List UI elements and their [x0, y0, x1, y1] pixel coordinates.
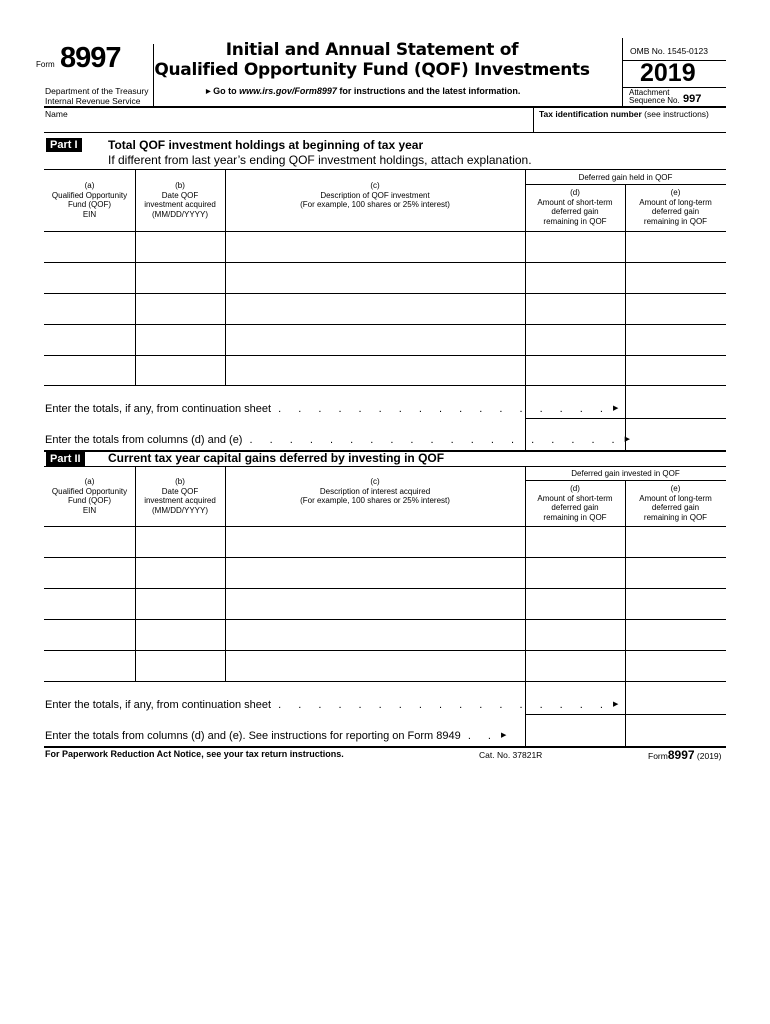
part2-row4-long-term[interactable] — [626, 620, 725, 649]
part1-row4-ein[interactable] — [45, 325, 134, 354]
part2-row1-ein[interactable] — [45, 527, 134, 556]
part1-subtitle: If different from last year’s ending QOF investment holdings, attach explanation. — [108, 153, 532, 167]
part1-row1-long-term[interactable] — [626, 232, 725, 261]
arrow-icon: ▶ — [501, 732, 507, 739]
part2-row5-long-term[interactable] — [626, 651, 725, 680]
part1-row2-long-term[interactable] — [626, 263, 725, 292]
part2-label: Part II — [46, 452, 85, 466]
part2-col-b-header: (b) Date QOF investment acquired (MM/DD/YYYY) — [144, 477, 216, 515]
leader-dots: . . . . . . . . . . . . . . . . . — [278, 699, 610, 711]
form-number: 8997 — [60, 42, 121, 74]
part1-col-b-header: (b) Date QOF investment acquired (MM/DD/YYYY) — [144, 181, 216, 219]
part1-row1-short-term[interactable] — [526, 232, 624, 261]
part2-row2-long-term[interactable] — [626, 558, 725, 587]
paperwork-notice: For Paperwork Reduction Act Notice, see your tax return instructions. — [45, 749, 344, 759]
part1-row2-ein[interactable] — [45, 263, 134, 292]
part1-row1-description[interactable] — [226, 232, 524, 261]
part2-col-c-header: (c) Description of interest acquired (For example, 100 shares or 25% interest) — [300, 477, 450, 505]
part2-row2-ein[interactable] — [45, 558, 134, 587]
part1-row5-description[interactable] — [226, 356, 524, 384]
tin-label: Tax identification number (see instructions) — [539, 109, 709, 119]
form-label: Form — [36, 60, 55, 69]
part1-continuation-long-term[interactable] — [626, 386, 725, 417]
part2-row3-ein[interactable] — [45, 589, 134, 618]
part1-row3-short-term[interactable] — [526, 294, 624, 323]
part2-row5-short-term[interactable] — [526, 651, 624, 680]
part1-row5-short-term[interactable] — [526, 356, 624, 384]
part1-row1-ein[interactable] — [45, 232, 134, 261]
sequence-number: 997 — [683, 93, 702, 105]
part2-row3-short-term[interactable] — [526, 589, 624, 618]
part2-continuation-short-term[interactable] — [526, 682, 624, 713]
part1-continuation-short-term[interactable] — [526, 386, 624, 417]
part2-row1-date[interactable] — [136, 527, 224, 556]
part1-row3-ein[interactable] — [45, 294, 134, 323]
part2-col-a-header: (a) Qualified Opportunity Fund (QOF) EIN — [51, 477, 128, 515]
part1-row2-description[interactable] — [226, 263, 524, 292]
part2-continuation-label: Enter the totals, if any, from continuation sheet . . . . . . . . . . . . . . . . . ▶ — [45, 699, 619, 711]
part2-row5-description[interactable] — [226, 651, 524, 680]
part2-row3-date[interactable] — [136, 589, 224, 618]
part1-row3-date[interactable] — [136, 294, 224, 323]
instructions-line: ▶ Go to www.irs.gov/Form8997 for instructions and the latest information. — [206, 86, 521, 96]
department-label: Department of the Treasury — [45, 86, 149, 96]
catalog-number: Cat. No. 37821R — [479, 750, 543, 760]
part2-col-d-header: (d) Amount of short-term deferred gain remaining in QOF — [537, 484, 613, 522]
form-title-line2: Qualified Opportunity Fund (QOF) Investments — [154, 60, 590, 80]
part1-total-short-term[interactable] — [526, 419, 624, 450]
part1-total-long-term[interactable] — [626, 419, 725, 450]
part2-group-header: Deferred gain invested in QOF — [571, 469, 680, 478]
leader-dots: . . . . . . . . . . . . . . . . . — [278, 403, 610, 415]
part2-col-e-header: (e) Amount of long-term deferred gain remaining in QOF — [639, 484, 712, 522]
part1-row1-date[interactable] — [136, 232, 224, 261]
part1-col-c-header: (c) Description of QOF investment (For example, 100 shares or 25% interest) — [300, 181, 450, 209]
omb-number: OMB No. 1545-0123 — [630, 46, 708, 56]
leader-dots: . . . . . . . . . . . . . . . . . . . — [249, 434, 622, 446]
name-field[interactable] — [44, 119, 532, 132]
part2-row2-short-term[interactable] — [526, 558, 624, 587]
part1-totals-label: Enter the totals from columns (d) and (e) . . . . . . . . . . . . . . . . . . . ▶ — [45, 434, 631, 446]
part2-title: Current tax year capital gains deferred by investing in QOF — [108, 451, 445, 465]
part1-row4-long-term[interactable] — [626, 325, 725, 354]
part1-label: Part I — [46, 138, 82, 152]
irs-label: Internal Revenue Service — [45, 96, 141, 106]
part1-row3-description[interactable] — [226, 294, 524, 323]
part2-row4-ein[interactable] — [45, 620, 134, 649]
part2-row1-long-term[interactable] — [626, 527, 725, 556]
part2-row5-ein[interactable] — [45, 651, 134, 680]
part1-row2-date[interactable] — [136, 263, 224, 292]
part2-continuation-long-term[interactable] — [626, 682, 725, 713]
part1-row5-long-term[interactable] — [626, 356, 725, 384]
form-title-line1: Initial and Annual Statement of — [225, 40, 519, 60]
part1-col-e-header: (e) Amount of long-term deferred gain remaining in QOF — [639, 188, 712, 226]
tin-field[interactable] — [535, 119, 725, 132]
part1-row4-short-term[interactable] — [526, 325, 624, 354]
part1-col-a-header: (a) Qualified Opportunity Fund (QOF) EIN — [51, 181, 128, 219]
part2-total-short-term[interactable] — [526, 715, 624, 746]
sequence-label: Sequence No. — [629, 96, 680, 105]
part1-continuation-label: Enter the totals, if any, from continuation sheet . . . . . . . . . . . . . . . . . ▶ — [45, 403, 619, 415]
attachment-label: Attachment — [629, 88, 670, 97]
part2-row4-date[interactable] — [136, 620, 224, 649]
part2-total-long-term[interactable] — [626, 715, 725, 746]
part1-row2-short-term[interactable] — [526, 263, 624, 292]
part1-row5-date[interactable] — [136, 356, 224, 384]
part1-row3-long-term[interactable] — [626, 294, 725, 323]
part2-row2-date[interactable] — [136, 558, 224, 587]
part2-row3-description[interactable] — [226, 589, 524, 618]
part1-row4-description[interactable] — [226, 325, 524, 354]
part2-row2-description[interactable] — [226, 558, 524, 587]
arrow-icon: ▶ — [613, 701, 619, 708]
part1-col-d-header: (d) Amount of short-term deferred gain remaining in QOF — [537, 188, 613, 226]
footer-form-id: Form8997 (2019) — [648, 748, 722, 762]
part1-title: Total QOF investment holdings at beginning of tax year — [108, 138, 424, 152]
part1-row4-date[interactable] — [136, 325, 224, 354]
part2-row5-date[interactable] — [136, 651, 224, 680]
tax-year: 2019 — [640, 59, 696, 87]
part2-row3-long-term[interactable] — [626, 589, 725, 618]
part1-row5-ein[interactable] — [45, 356, 134, 384]
irs-link[interactable]: www.irs.gov/Form8997 — [239, 86, 337, 96]
part2-row4-short-term[interactable] — [526, 620, 624, 649]
arrow-icon: ▶ — [624, 436, 631, 443]
part2-totals-label: Enter the totals from columns (d) and (e). See instructions for reporting on Form 8949 . . ▶ — [45, 730, 507, 742]
arrow-icon: ▶ — [613, 405, 619, 412]
part2-row1-short-term[interactable] — [526, 527, 624, 556]
arrow-icon: ▶ — [206, 89, 211, 95]
part2-row4-description[interactable] — [226, 620, 524, 649]
leader-dots: . . — [467, 730, 498, 742]
part2-row1-description[interactable] — [226, 527, 524, 556]
part1-group-header: Deferred gain held in QOF — [578, 173, 673, 182]
name-label: Name — [45, 109, 68, 119]
